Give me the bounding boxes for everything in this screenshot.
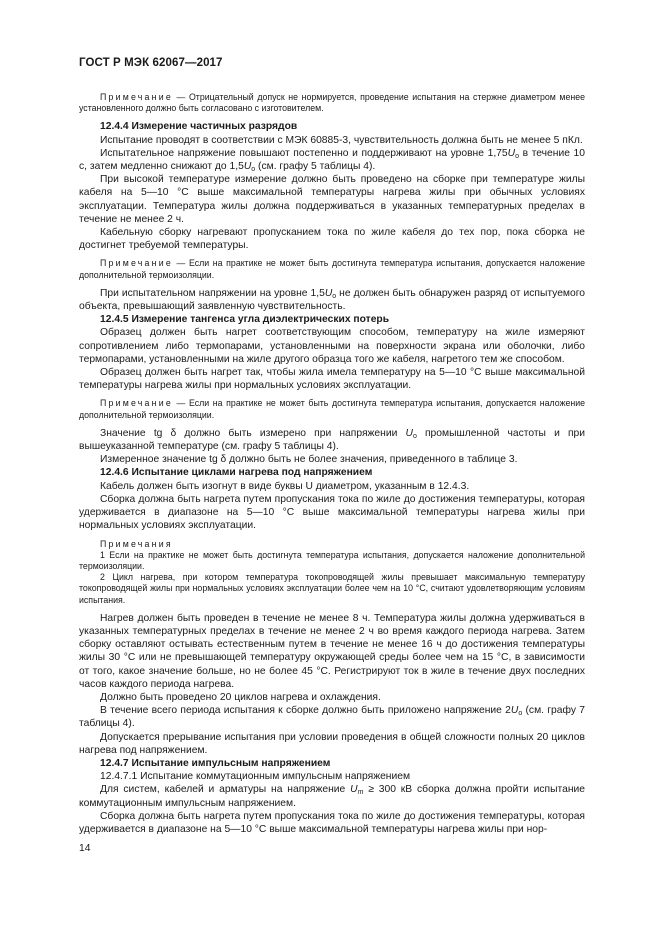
paragraph: При высокой температуре измерение должно быть проведено на сборке при температуре жилы кабеля на 5—10 °С выше максимальной температуры нагрева жилы при обычных условиях эксплуатации. Температура жилы должна поддерживаться в указанных температурных пределах в течение не менее 2 ч. <box>79 174 585 225</box>
paragraph: Образец должен быть нагрет соответствующим способом, температуру на жиле измеряют сопротивлением либо термопарами, установленными на поверхности экрана или оболочки, либо термопарами, установленными на жиле другого образца того же кабеля, нагретого тем же способом. <box>79 327 585 365</box>
note-2: 2 Цикл нагрева, при котором температура токопроводящей жилы превышает максимальную температуру токопроводящей жилы при нормальных условиях эксплуатации более чем на 10 °С, считают удовлетворяющим условиям испытания. <box>79 572 585 605</box>
paragraph: Образец должен быть нагрет так, чтобы жила имела температуру на 5—10 °С выше максимальной температуры нагрева жилы при нормальных условиях эксплуатации. <box>79 367 585 392</box>
heading-12-4-6: 12.4.6 Испытание циклами нагрева под напряжением <box>100 467 373 479</box>
paragraph: Нагрев должен быть проведен в течение не менее 8 ч. Температура жилы должна удерживаться в указанных температурных пределах в течение не менее 2 ч во время каждого периода нагрева. Затем сборку оставляют остывать естественным путем в течение не менее 16 ч до достижения температуры жилы 30 °С или не превышающей температуру окружающей среды более чем на 15 °С, в зависимости от того, какое значение больше, но не более 45 °С. Регистрируют ток в жиле в течение двух последних часов каждого периода нагрева. <box>79 612 585 690</box>
note-1: 1 Если на практике не может быть достигнута температура испытания, допускается наложение дополнительной термоизоляции. <box>79 549 585 571</box>
paragraph: Измеренное значение tg δ должно быть не более значения, приведенного в таблице 3. <box>100 454 518 466</box>
paragraph: Кабельную сборку нагревают пропусканием тока по жиле кабеля до тех пор, пока сборка не достигнет требуемой температуры. <box>79 227 585 252</box>
subheading-12-4-7-1: 12.4.7.1 Испытание коммутационным импульсным напряжением <box>100 771 411 783</box>
paragraph: Допускается прерывание испытания при условии проведения в общей сложности полных 20 циклов нагрева под напряжением. <box>79 731 585 756</box>
document-header: ГОСТ Р МЭК 62067—2017 <box>79 57 223 69</box>
note: Примечание — Если на практике не может быть достигнута температура испытания, допускается наложение дополнительной термоизоляции. <box>79 398 586 420</box>
note-top: Примечание — Отрицательный допуск не нормируется, проведение испытания на стержне диаметром менее установленного должно быть согласовано с изготовителем. <box>79 92 586 114</box>
note: Примечание — Если на практике не может быть достигнута температура испытания, допускается наложение дополнительной термоизоляции. <box>79 258 586 280</box>
paragraph: Кабель должен быть изогнут в виде буквы U диаметром, указанным в 12.4.3. <box>100 480 470 492</box>
note-label: Примечание <box>100 258 173 269</box>
paragraph: Сборка должна быть нагрета путем пропускания тока по жиле до достижения температуры, которая удерживается в диапазоне на 5—10 °С выше максимальной температуры нагрева жилы при нормальных условиях эксплуатации. <box>79 493 585 532</box>
paragraph: Значение tg δ должно быть измерено при напряжении $U_o$ промышленной частоты и при вышеуказанной температуре (см. графу 5 таблицы 4). <box>79 427 586 453</box>
page-content <box>79 92 585 836</box>
notes-heading: Примечания <box>100 538 173 549</box>
heading-12-4-7: 12.4.7 Испытание импульсным напряжением <box>100 757 331 769</box>
paragraph: Должно быть проведено 20 циклов нагрева и охлаждения. <box>100 691 381 703</box>
paragraph: Испытание проводят в соответствии с МЭК 60885-3, чувствительность должна быть не менее 5 пКл. <box>100 134 583 146</box>
paragraph: Испытательное напряжение повышают постепенно и поддерживают на уровне $1,75U_o$ в течение 10 с, затем медленно снижают до $1,5U_o$ (см. графу 5 таблицы 4). <box>79 147 586 174</box>
heading-12-4-5: 12.4.5 Измерение тангенса угла диэлектрических потерь <box>100 314 390 326</box>
paragraph: Для систем, кабелей и арматуры на напряжение $U_m \ge 300$ кВ сборка должна пройти испытание коммутационным импульсным напряжением. <box>79 784 585 809</box>
note-label: Примечание <box>100 92 173 102</box>
heading-12-4-4: 12.4.4 Измерение частичных разрядов <box>100 121 298 133</box>
paragraph: В течение всего периода испытания к сборке должно быть приложено напряжение $2U_o$ (см. графу 7 таблицы 4). <box>79 705 585 730</box>
note-label: Примечание <box>100 398 173 409</box>
paragraph: При испытательном напряжении на уровне $1,5U_o$ не должен быть обнаружен разряд от испытуемого объекта, превышающий заявленную чувствительность. <box>79 287 585 313</box>
paragraph: Сборка должна быть нагрета путем пропускания тока по жиле до достижения температуры, которая удерживается в диапазоне на 5—10 °С выше максимальной температуры нагрева жилы при нор- <box>79 810 585 835</box>
page-number: 14 <box>79 843 91 854</box>
